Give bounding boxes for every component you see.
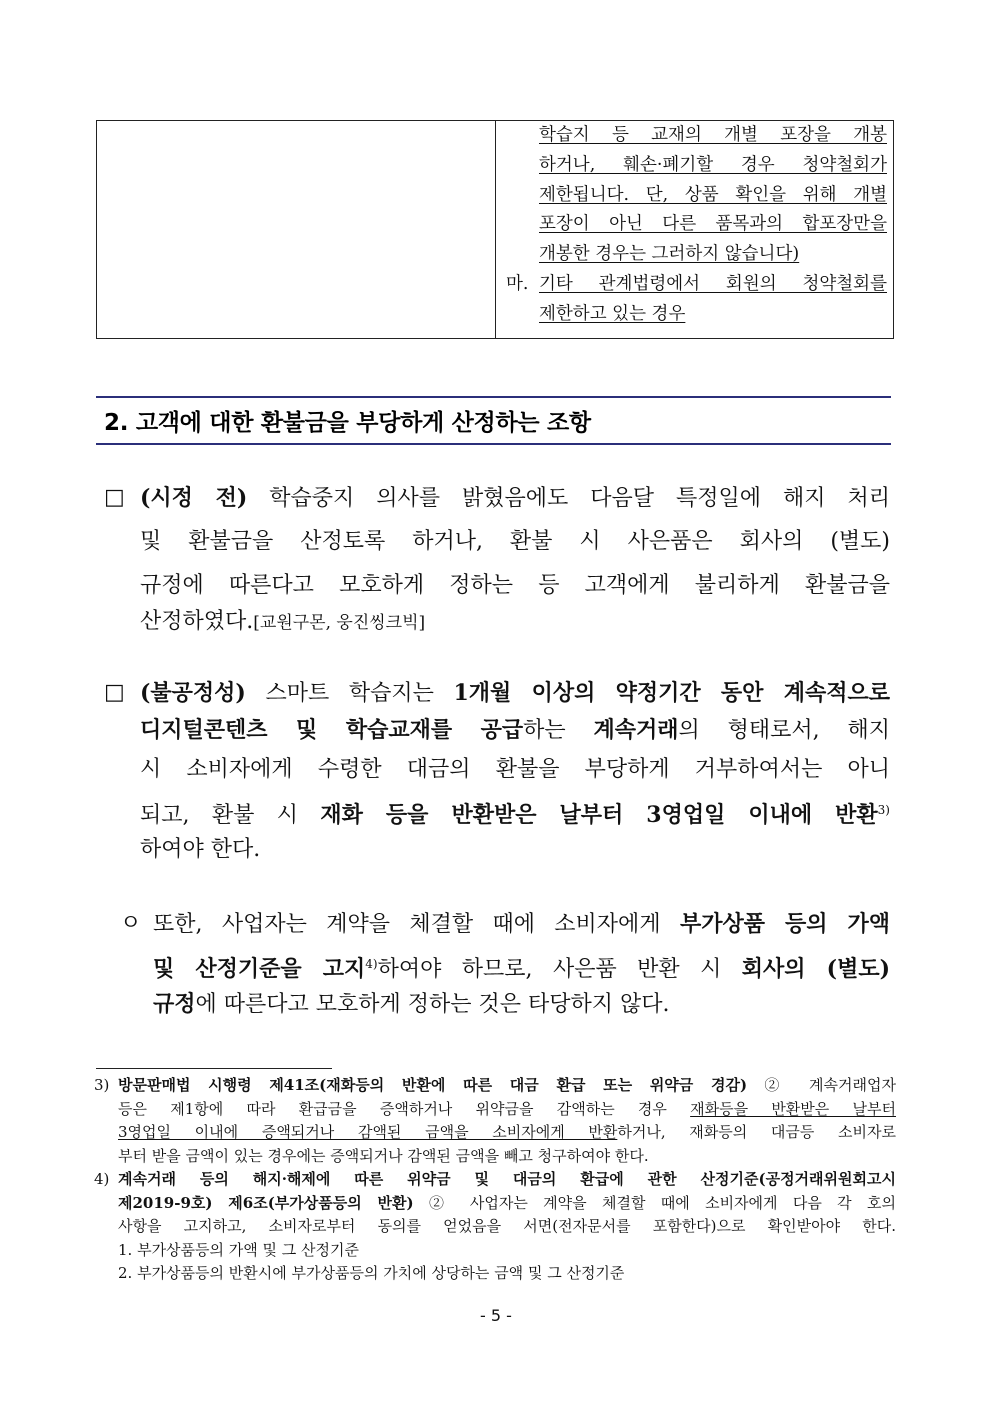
- table-line-text: 기타 관계법령에서 회원의 청약철회를: [539, 274, 887, 294]
- fn4-item: 2. 부가상품등의 반환시에 부가상품등의 가치에 상당하는 금액 및 그 산정기준: [118, 1264, 625, 1282]
- fn4-item: 1. 부가상품등의 가액 및 그 산정기준: [118, 1240, 360, 1259]
- table-right-cell: [496, 121, 893, 338]
- table-line-text: 개봉한 경우는 그러하지 않습니다): [539, 244, 800, 265]
- fn3-line: 부터 받을 금액이 있는 경우에는 증액되거나 감액된 금액을 빼고 청구하여야 한다.: [118, 1146, 649, 1165]
- para2-line: [140, 708, 890, 753]
- fn3-text: 등은 제1항에 따라 환급금을 증액하거나 위약금을 감액하는 경우: [118, 1099, 667, 1118]
- section-title: 2. 고객에 대한 환불금을 부당하게 산정하는 조항: [104, 410, 591, 436]
- para2-bold: 계속거래: [593, 717, 679, 743]
- fn4-line: [118, 1168, 896, 1192]
- fn3-marker: 3): [94, 1076, 110, 1094]
- continuation-table: [96, 120, 894, 339]
- para1-bullet: □: [104, 485, 125, 510]
- table-line-text: 포장이 아닌 다른 품목과의 합포장만을: [539, 214, 887, 235]
- para2-text: 하는: [523, 718, 566, 743]
- para1-label: (시정 전): [140, 485, 248, 511]
- fn4-bold: 제2019-9호) 제6조(부가상품등의 반환): [118, 1193, 414, 1212]
- table-line: [539, 270, 887, 300]
- sub-bold: 규정: [153, 991, 196, 1017]
- table-line: [539, 210, 887, 240]
- para1-line: [140, 476, 890, 521]
- fn3-underlined: 3영업일 이내에 증액되거나 감액된 금액을 소비자에게 반환: [118, 1123, 618, 1141]
- table-left-cell: [97, 121, 496, 338]
- table-line: [539, 300, 685, 330]
- fn4-line: 사항을 고지하고, 소비자로부터 동의를 얻었음을 서면(전자문서를 포함한다)으로 확인받아야 한다.: [118, 1217, 896, 1235]
- table-line: [539, 121, 887, 151]
- table-line-text: 제한됩니다. 단, 상품 확인을 위해 개별: [539, 184, 887, 205]
- page-number: - 5 -: [480, 1306, 512, 1325]
- fn4-marker: 4): [94, 1170, 110, 1188]
- para2-text: 스마트 학습지는: [265, 681, 434, 706]
- sub-text: 하여야 하므로, 사은품 반환 시: [377, 957, 722, 982]
- fn3-underlined: 재화등을 반환받은 날부터: [690, 1099, 896, 1118]
- para2-bullet: □: [104, 680, 125, 705]
- fn4-text: ② 사업자는 계약을 체결할 때에 소비자에게 다음 각 호의: [428, 1193, 896, 1212]
- para2-text: 되고, 환불 시: [140, 803, 298, 828]
- table-line-text: 하거나, 훼손·폐기할 경우 청약철회가: [539, 154, 887, 175]
- para2-label: (불공정성): [140, 680, 246, 706]
- heading-rule-bottom: [96, 443, 891, 445]
- para2-line: 하여야 한다.: [140, 837, 261, 862]
- table-line: [539, 181, 887, 211]
- fn3-text: 하거나, 재화등의 대금등 소비자로: [617, 1123, 896, 1141]
- fn4-line: [118, 1192, 896, 1216]
- sub-bold: 회사의 (별도): [741, 956, 890, 982]
- para2-bold: 디지털콘텐츠 및 학습교재를 공급: [140, 717, 524, 743]
- fn3-line: [118, 1098, 896, 1122]
- para1-line4-text: 산정하였다.: [140, 609, 254, 634]
- table-line: [539, 151, 887, 181]
- sub-bold: 및 산정기준을 고지: [153, 956, 366, 982]
- item-ma-marker: 마.: [506, 274, 529, 294]
- footnote-ref-3[interactable]: 3): [877, 803, 890, 817]
- heading-rule-top: [96, 396, 891, 398]
- fn3-line: [118, 1074, 896, 1098]
- para1-line: 및 환불금을 산정토록 하거나, 환불 시 사은품은 회사의 (별도): [140, 529, 890, 554]
- sub-bullet: ㅇ: [120, 911, 142, 936]
- para2-bold: 1개월 이상의 약정기간 동안 계속적으로: [453, 680, 890, 706]
- para2-text: 의 형태로서, 해지: [678, 718, 890, 743]
- sub-line: [153, 902, 890, 947]
- sub-text: 또한, 사업자는 계약을 체결할 때에 소비자에게: [153, 912, 661, 937]
- fn3-line: [118, 1121, 896, 1145]
- table-line: [539, 240, 799, 270]
- para1-line1-text: 학습중지 의사를 밝혔음에도 다음달 특정일에 해지 처리: [269, 486, 890, 511]
- fn3-bold: 방문판매법 시행령 제41조(재화등의 반환에 따른 대금 환급 또는 위약금 경감): [118, 1076, 748, 1094]
- table-line-text: 제한하고 있는 경우: [539, 303, 686, 324]
- fn4-bold: 계속거래 등의 해지·해제에 따른 위약금 및 대금의 환급에 관한 산정기준(공정거래위원회고시: [118, 1170, 896, 1188]
- para2-line: 시 소비자에게 수령한 대금의 환불을 부당하게 거부하여서는 아니: [140, 757, 890, 782]
- footnote-ref-4[interactable]: 4): [365, 957, 378, 971]
- sub-text: 에 따른다고 모호하게 정하는 것은 타당하지 않다.: [195, 992, 670, 1017]
- table-line-text: 학습지 등 교재의 개별 포장을 개봉: [539, 125, 887, 145]
- sub-bold: 부가상품 등의 가액: [679, 911, 890, 937]
- para1-source: [교원구몬, 웅진씽크빅]: [253, 613, 426, 633]
- para2-bold: 재화 등을 반환받은 날부터 3영업일 이내에 반환: [320, 802, 878, 828]
- sub-line: [153, 982, 670, 1027]
- para1-line: [140, 600, 425, 645]
- fn3-text: ② 계속거래업자: [764, 1076, 896, 1094]
- footnote-separator: [96, 1068, 332, 1069]
- para1-line: 규정에 따른다고 모호하게 정하는 등 고객에게 불리하게 환불금을: [140, 573, 890, 598]
